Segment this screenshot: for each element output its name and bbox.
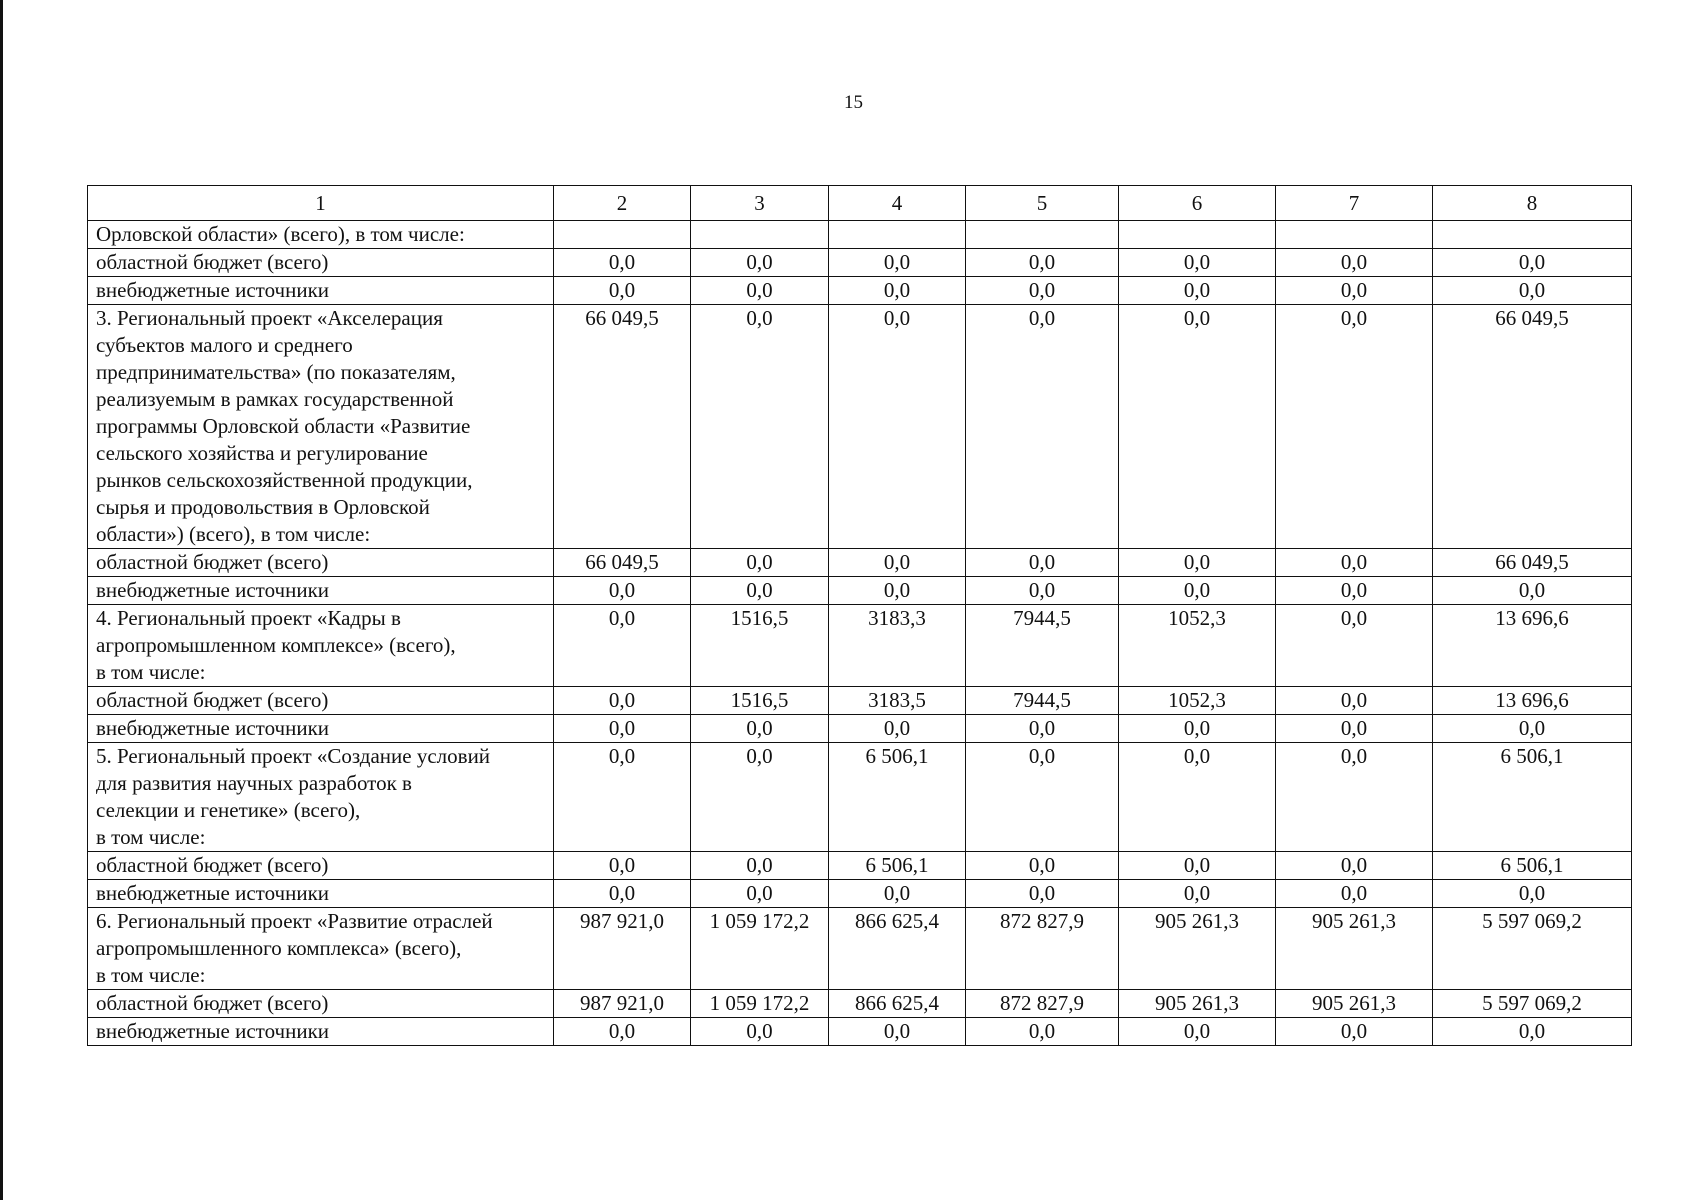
value-cell: 0,0 bbox=[829, 549, 966, 577]
row-label-line: в том числе: bbox=[96, 660, 206, 684]
value-cell: 1516,5 bbox=[691, 687, 829, 715]
row-label-line: областной бюджет (всего) bbox=[96, 688, 329, 712]
value-cell: 5 597 069,2 bbox=[1433, 990, 1632, 1018]
value-cell: 66 049,5 bbox=[1433, 549, 1632, 577]
value-cell: 0,0 bbox=[691, 880, 829, 908]
value-cell: 0,0 bbox=[1276, 880, 1433, 908]
scan-edge-line bbox=[0, 0, 3, 1200]
table-row bbox=[88, 249, 1632, 277]
row-label bbox=[88, 549, 554, 577]
value-cell: 0,0 bbox=[554, 743, 691, 852]
value-cell: 0,0 bbox=[966, 743, 1119, 852]
value-cell: 0,0 bbox=[1433, 1018, 1632, 1046]
row-label-line: селекции и генетике» (всего), bbox=[96, 798, 361, 822]
value-cell: 0,0 bbox=[1119, 249, 1276, 277]
table-row bbox=[88, 908, 1632, 990]
value-cell bbox=[829, 221, 966, 249]
value-cell: 0,0 bbox=[691, 549, 829, 577]
budget-table bbox=[87, 185, 1632, 1046]
row-label-line: субъектов малого и среднего bbox=[96, 333, 353, 357]
value-cell: 0,0 bbox=[829, 249, 966, 277]
table-row bbox=[88, 305, 1632, 549]
value-cell: 987 921,0 bbox=[554, 990, 691, 1018]
value-cell: 0,0 bbox=[966, 577, 1119, 605]
row-label-line: агропромышленного комплекса» (всего), bbox=[96, 936, 462, 960]
value-cell: 0,0 bbox=[1276, 305, 1433, 549]
value-cell: 866 625,4 bbox=[829, 908, 966, 990]
value-cell: 1 059 172,2 bbox=[691, 990, 829, 1018]
row-label-line: сырья и продовольствия в Орловской bbox=[96, 495, 430, 519]
value-cell: 905 261,3 bbox=[1119, 990, 1276, 1018]
value-cell: 0,0 bbox=[1433, 577, 1632, 605]
table-header-row bbox=[88, 186, 1632, 221]
row-label-line: сельского хозяйства и регулирование bbox=[96, 441, 428, 465]
value-cell: 0,0 bbox=[829, 577, 966, 605]
row-label-line: внебюджетные источники bbox=[96, 1019, 330, 1043]
value-cell: 0,0 bbox=[1276, 549, 1433, 577]
value-cell: 13 696,6 bbox=[1433, 605, 1632, 687]
value-cell: 0,0 bbox=[554, 880, 691, 908]
value-cell: 0,0 bbox=[554, 1018, 691, 1046]
value-cell bbox=[554, 221, 691, 249]
row-label-line: 6. Региональный проект «Развитие отраслей bbox=[96, 909, 493, 933]
value-cell: 0,0 bbox=[554, 687, 691, 715]
table-row bbox=[88, 990, 1632, 1018]
row-label-line: 3. Региональный проект «Акселерация bbox=[96, 306, 443, 330]
value-cell: 1 059 172,2 bbox=[691, 908, 829, 990]
table-row bbox=[88, 277, 1632, 305]
column-header: 3 bbox=[691, 186, 829, 221]
row-label-line: в том числе: bbox=[96, 825, 206, 849]
value-cell: 5 597 069,2 bbox=[1433, 908, 1632, 990]
value-cell: 0,0 bbox=[1119, 880, 1276, 908]
row-label bbox=[88, 305, 554, 549]
row-label-line: Орловской области» (всего), в том числе: bbox=[96, 222, 465, 246]
value-cell: 0,0 bbox=[966, 715, 1119, 743]
value-cell: 0,0 bbox=[691, 852, 829, 880]
value-cell: 66 049,5 bbox=[554, 549, 691, 577]
value-cell: 0,0 bbox=[1119, 277, 1276, 305]
table-row bbox=[88, 880, 1632, 908]
value-cell: 0,0 bbox=[554, 852, 691, 880]
value-cell: 0,0 bbox=[966, 880, 1119, 908]
value-cell: 0,0 bbox=[1276, 577, 1433, 605]
table-row bbox=[88, 549, 1632, 577]
row-label-line: предпринимательства» (по показателям, bbox=[96, 360, 456, 384]
column-header: 2 bbox=[554, 186, 691, 221]
value-cell bbox=[1119, 221, 1276, 249]
value-cell: 0,0 bbox=[829, 1018, 966, 1046]
value-cell: 7944,5 bbox=[966, 687, 1119, 715]
value-cell: 0,0 bbox=[554, 249, 691, 277]
value-cell: 0,0 bbox=[966, 549, 1119, 577]
row-label bbox=[88, 852, 554, 880]
value-cell: 0,0 bbox=[1119, 1018, 1276, 1046]
value-cell: 0,0 bbox=[1276, 687, 1433, 715]
column-header: 6 bbox=[1119, 186, 1276, 221]
row-label-line: областной бюджет (всего) bbox=[96, 550, 329, 574]
value-cell: 0,0 bbox=[1433, 249, 1632, 277]
value-cell: 0,0 bbox=[691, 249, 829, 277]
table-row bbox=[88, 1018, 1632, 1046]
value-cell: 0,0 bbox=[966, 277, 1119, 305]
value-cell: 6 506,1 bbox=[829, 743, 966, 852]
value-cell bbox=[1276, 221, 1433, 249]
row-label bbox=[88, 1018, 554, 1046]
row-label bbox=[88, 880, 554, 908]
value-cell: 0,0 bbox=[829, 305, 966, 549]
value-cell: 0,0 bbox=[691, 743, 829, 852]
value-cell: 0,0 bbox=[1276, 605, 1433, 687]
row-label-line: агропромышленном комплексе» (всего), bbox=[96, 633, 456, 657]
value-cell: 0,0 bbox=[1276, 277, 1433, 305]
value-cell: 0,0 bbox=[829, 277, 966, 305]
row-label bbox=[88, 605, 554, 687]
column-header: 1 bbox=[88, 186, 554, 221]
value-cell bbox=[691, 221, 829, 249]
value-cell: 13 696,6 bbox=[1433, 687, 1632, 715]
value-cell: 0,0 bbox=[1433, 715, 1632, 743]
row-label-line: внебюджетные источники bbox=[96, 881, 330, 905]
value-cell: 6 506,1 bbox=[1433, 743, 1632, 852]
row-label-line: 4. Региональный проект «Кадры в bbox=[96, 606, 401, 630]
value-cell: 0,0 bbox=[966, 1018, 1119, 1046]
value-cell: 0,0 bbox=[1276, 249, 1433, 277]
value-cell: 3183,3 bbox=[829, 605, 966, 687]
value-cell: 905 261,3 bbox=[1276, 990, 1433, 1018]
value-cell: 872 827,9 bbox=[966, 990, 1119, 1018]
table-row bbox=[88, 715, 1632, 743]
row-label-line: для развития научных разработок в bbox=[96, 771, 412, 795]
row-label bbox=[88, 743, 554, 852]
row-label bbox=[88, 990, 554, 1018]
row-label-line: областной бюджет (всего) bbox=[96, 250, 329, 274]
value-cell: 0,0 bbox=[691, 577, 829, 605]
value-cell: 0,0 bbox=[691, 305, 829, 549]
value-cell: 0,0 bbox=[1276, 1018, 1433, 1046]
value-cell: 0,0 bbox=[1119, 549, 1276, 577]
value-cell: 0,0 bbox=[1119, 715, 1276, 743]
value-cell: 0,0 bbox=[554, 715, 691, 743]
value-cell: 0,0 bbox=[829, 715, 966, 743]
row-label-line: реализуемым в рамках государственной bbox=[96, 387, 454, 411]
column-header: 4 bbox=[829, 186, 966, 221]
value-cell: 0,0 bbox=[1433, 277, 1632, 305]
row-label bbox=[88, 221, 554, 249]
value-cell: 0,0 bbox=[1433, 880, 1632, 908]
value-cell: 66 049,5 bbox=[1433, 305, 1632, 549]
value-cell: 0,0 bbox=[691, 715, 829, 743]
table-row bbox=[88, 743, 1632, 852]
value-cell: 1052,3 bbox=[1119, 605, 1276, 687]
value-cell: 3183,5 bbox=[829, 687, 966, 715]
column-header: 5 bbox=[966, 186, 1119, 221]
value-cell: 6 506,1 bbox=[1433, 852, 1632, 880]
table-row bbox=[88, 221, 1632, 249]
row-label-line: программы Орловской области «Развитие bbox=[96, 414, 471, 438]
row-label-line: областной бюджет (всего) bbox=[96, 853, 329, 877]
page-number: 15 bbox=[844, 92, 863, 113]
row-label bbox=[88, 715, 554, 743]
row-label-line: внебюджетные источники bbox=[96, 716, 330, 740]
value-cell bbox=[966, 221, 1119, 249]
value-cell: 0,0 bbox=[966, 852, 1119, 880]
row-label bbox=[88, 577, 554, 605]
value-cell: 1052,3 bbox=[1119, 687, 1276, 715]
value-cell: 0,0 bbox=[966, 305, 1119, 549]
value-cell: 0,0 bbox=[1119, 743, 1276, 852]
value-cell: 0,0 bbox=[1276, 715, 1433, 743]
row-label-line: области») (всего), в том числе: bbox=[96, 522, 371, 546]
row-label bbox=[88, 908, 554, 990]
row-label-line: 5. Региональный проект «Создание условий bbox=[96, 744, 491, 768]
value-cell: 7944,5 bbox=[966, 605, 1119, 687]
value-cell: 66 049,5 bbox=[554, 305, 691, 549]
row-label-line: рынков сельскохозяйственной продукции, bbox=[96, 468, 473, 492]
value-cell: 872 827,9 bbox=[966, 908, 1119, 990]
value-cell: 0,0 bbox=[554, 277, 691, 305]
value-cell bbox=[1433, 221, 1632, 249]
value-cell: 0,0 bbox=[554, 605, 691, 687]
table-row bbox=[88, 605, 1632, 687]
value-cell: 6 506,1 bbox=[829, 852, 966, 880]
column-header: 8 bbox=[1433, 186, 1632, 221]
row-label-line: внебюджетные источники bbox=[96, 278, 330, 302]
value-cell: 987 921,0 bbox=[554, 908, 691, 990]
value-cell: 905 261,3 bbox=[1276, 908, 1433, 990]
row-label bbox=[88, 249, 554, 277]
value-cell: 0,0 bbox=[554, 577, 691, 605]
table-row bbox=[88, 852, 1632, 880]
value-cell: 0,0 bbox=[1119, 305, 1276, 549]
column-header: 7 bbox=[1276, 186, 1433, 221]
value-cell: 0,0 bbox=[691, 277, 829, 305]
value-cell: 0,0 bbox=[829, 880, 966, 908]
row-label-line: внебюджетные источники bbox=[96, 578, 330, 602]
value-cell: 0,0 bbox=[691, 1018, 829, 1046]
value-cell: 0,0 bbox=[1276, 852, 1433, 880]
value-cell: 866 625,4 bbox=[829, 990, 966, 1018]
value-cell: 1516,5 bbox=[691, 605, 829, 687]
table-row bbox=[88, 577, 1632, 605]
row-label-line: областной бюджет (всего) bbox=[96, 991, 329, 1015]
row-label-line: в том числе: bbox=[96, 963, 206, 987]
value-cell: 905 261,3 bbox=[1119, 908, 1276, 990]
value-cell: 0,0 bbox=[966, 249, 1119, 277]
table-row bbox=[88, 687, 1632, 715]
value-cell: 0,0 bbox=[1276, 743, 1433, 852]
row-label bbox=[88, 687, 554, 715]
table-body bbox=[88, 221, 1632, 1046]
value-cell: 0,0 bbox=[1119, 852, 1276, 880]
value-cell: 0,0 bbox=[1119, 577, 1276, 605]
row-label bbox=[88, 277, 554, 305]
